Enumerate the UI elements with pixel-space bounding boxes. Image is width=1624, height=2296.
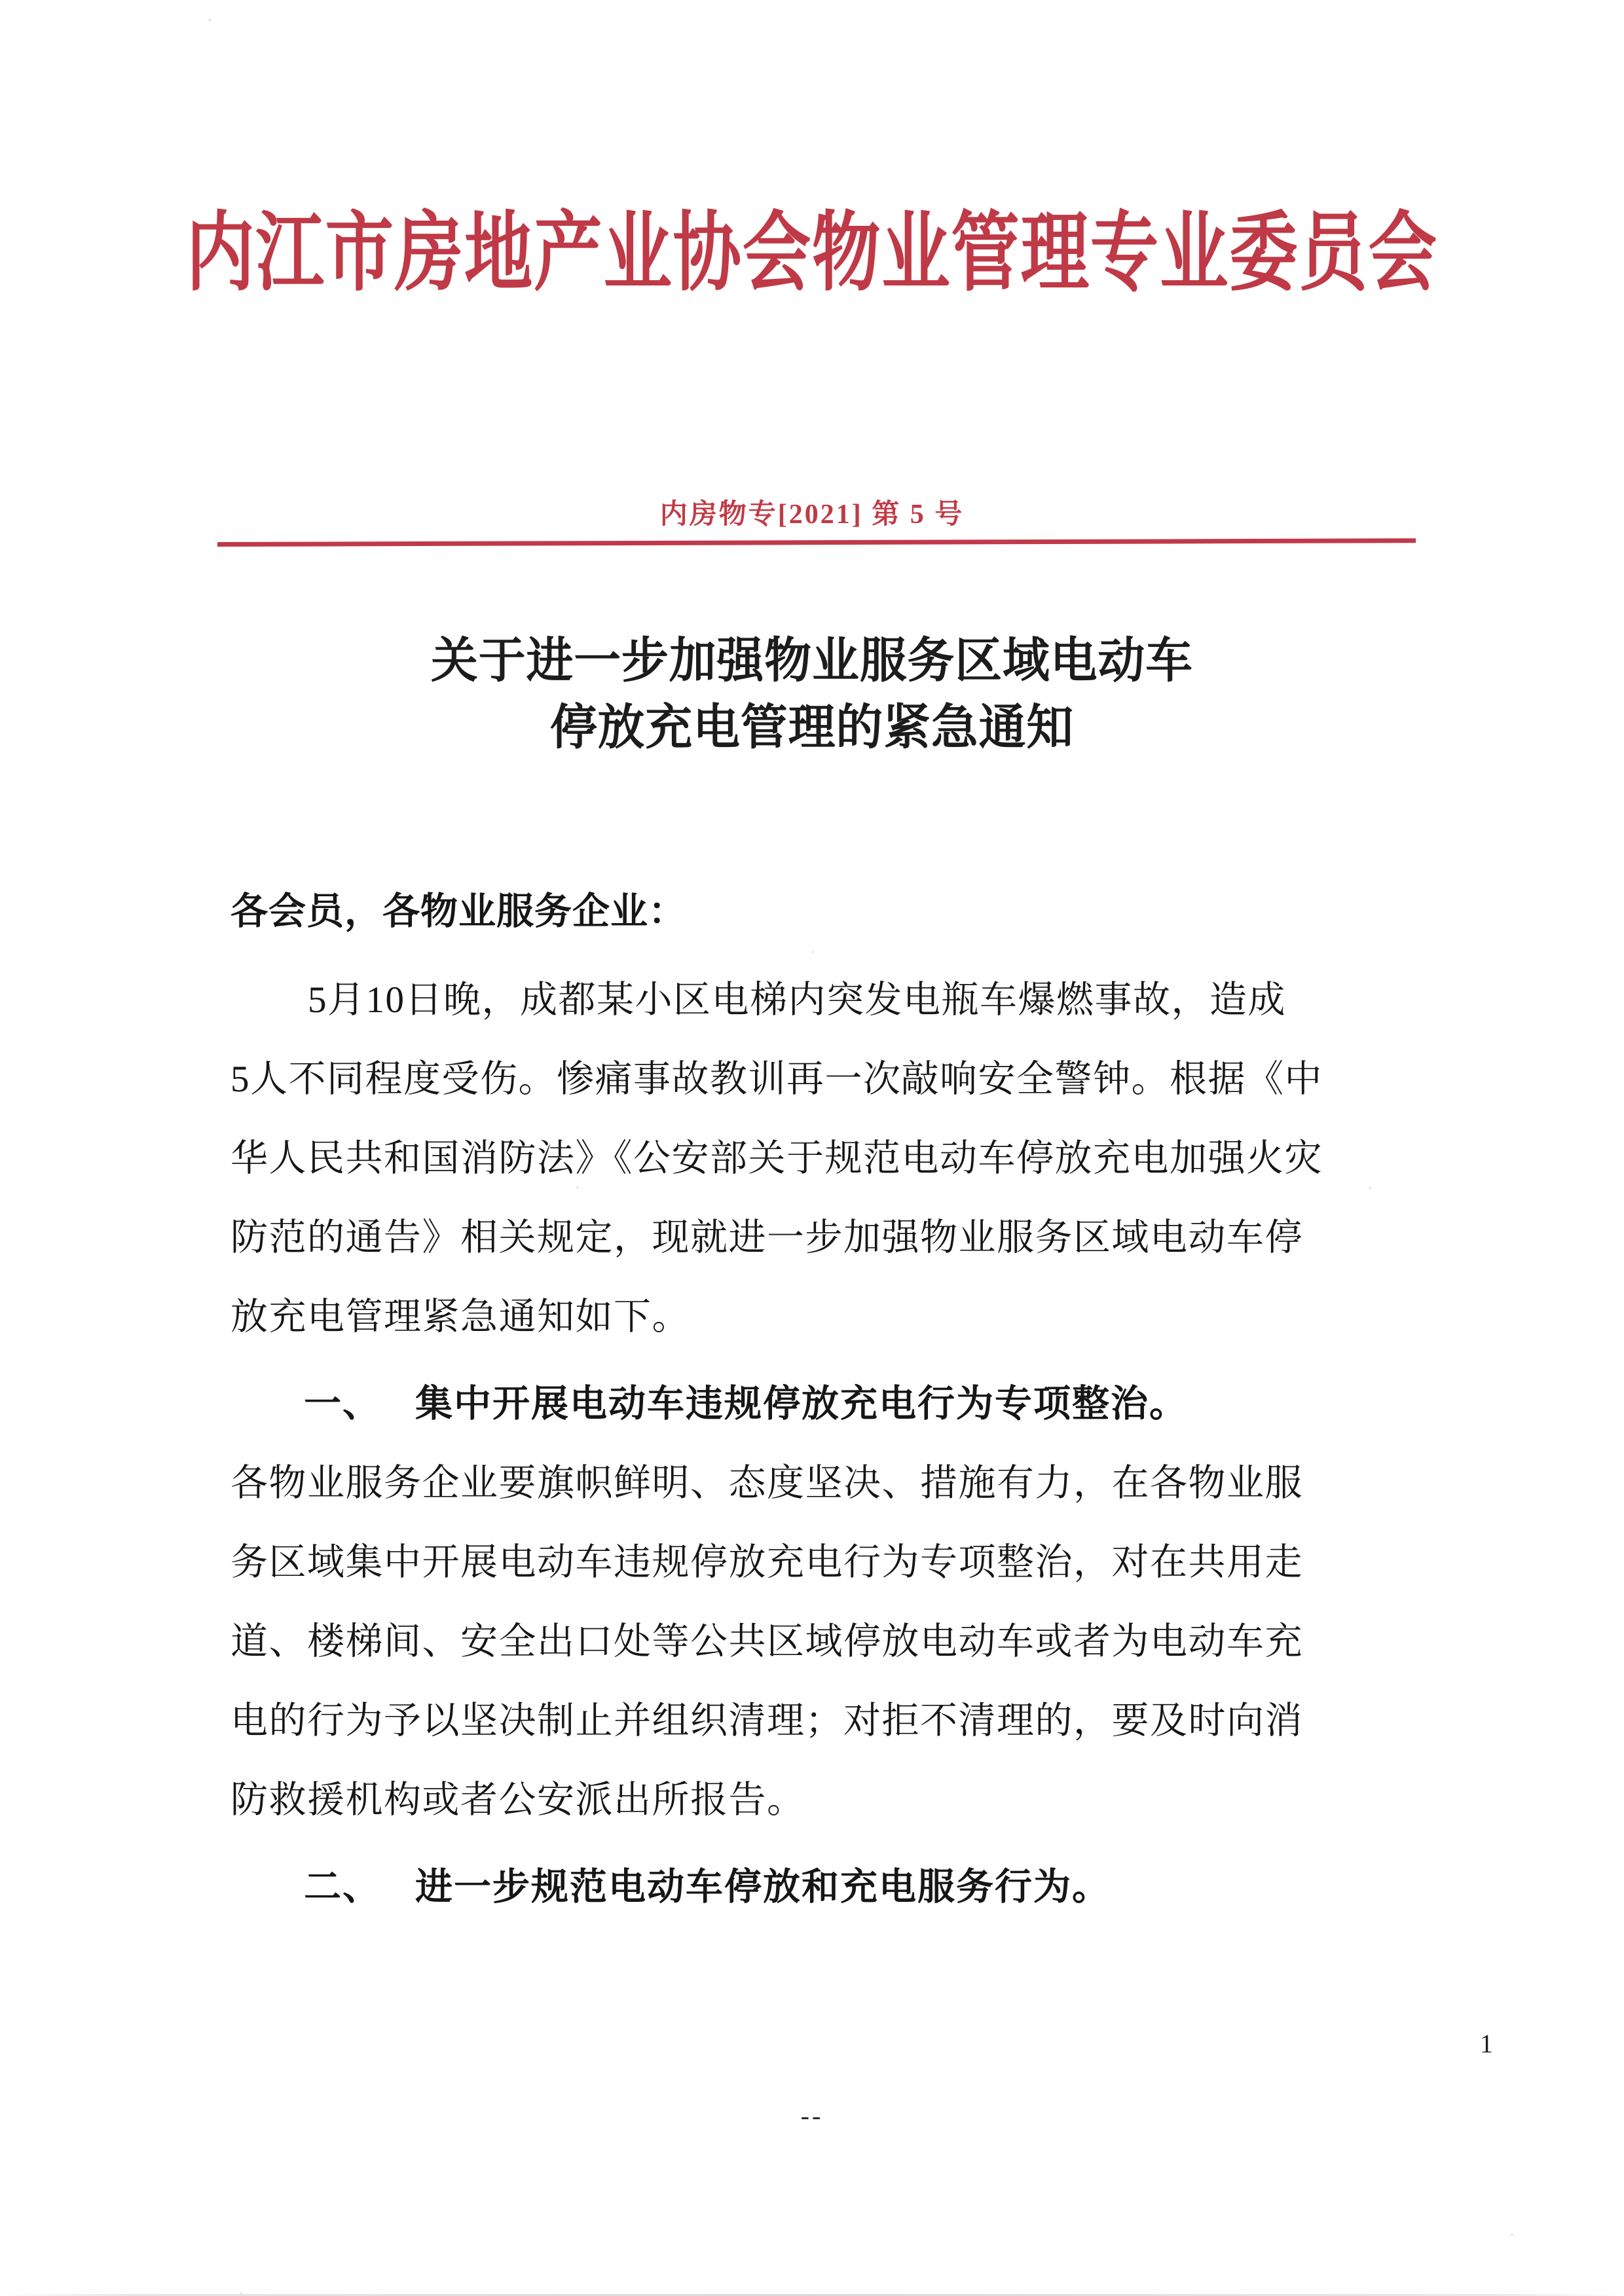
section-one-heading [231, 1364, 1416, 1444]
section-one-line: 防救援机构或者公安派出所报告。 [231, 1779, 805, 1821]
section-one-number: 一、 [304, 1383, 381, 1425]
section-one-line: 各物业服务企业要旗帜鲜明、态度坚决、措施有力，在各物业服 [231, 1463, 1303, 1504]
scan-speck [208, 18, 212, 22]
intro-line: 华人民共和国消防法》《公安部关于规范电动车停放充电加强火灾 [231, 1138, 1323, 1179]
section-two-heading [231, 1848, 1416, 1927]
section-one-heading-text: 集中开展电动车违规停放充电行为专项整治。 [415, 1383, 1188, 1425]
page-title-line-1: 关于进一步加强物业服务区域电动车 [431, 633, 1193, 687]
salutation: 各会员，各物业服务企业： [231, 891, 686, 932]
intro-line: 5月10日晚，成都某小区电梯内突发电瓶车爆燃事故，造成 [308, 979, 1286, 1021]
section-one-line: 道、楼梯间、安全出口处等公共区域停放电动车或者为电动车充 [231, 1621, 1303, 1662]
document-number: 内房物专[2021] 第 5 号 [659, 500, 965, 530]
intro-line: 5人不同程度受伤。惨痛事故教训再一次敲响安全警钟。根据《中 [231, 1059, 1323, 1100]
red-separator-rule [217, 538, 1416, 547]
page-title-line-2: 停放充电管理的紧急通知 [549, 700, 1075, 755]
document-body [231, 872, 1416, 1927]
intro-line: 防范的通告》相关规定，现就进一步加强物业服务区域电动车停 [231, 1217, 1303, 1258]
section-one-line: 务区域集中开展电动车违规停放充电行为专项整治，对在共用走 [231, 1542, 1303, 1583]
scan-speck [1511, 2233, 1513, 2236]
section-two-heading-text: 进一步规范电动车停放和充电服务行为。 [415, 1867, 1111, 1908]
section-one-line: 电的行为予以坚决制止并组织清理；对拒不清理的，要及时向消 [231, 1700, 1303, 1741]
footer-dash-mark: -- [800, 2101, 824, 2130]
intro-paragraph [231, 960, 1416, 1357]
letterhead-organization-title: 内江市房地产业协会物业管理专业委员会 [186, 206, 1438, 302]
section-one-paragraph [231, 1444, 1416, 1840]
page-title [0, 627, 1624, 761]
page-number: 1 [1480, 2029, 1493, 2058]
intro-line: 放充电管理紧急通知如下。 [231, 1296, 690, 1338]
section-two-number: 二、 [304, 1867, 381, 1908]
